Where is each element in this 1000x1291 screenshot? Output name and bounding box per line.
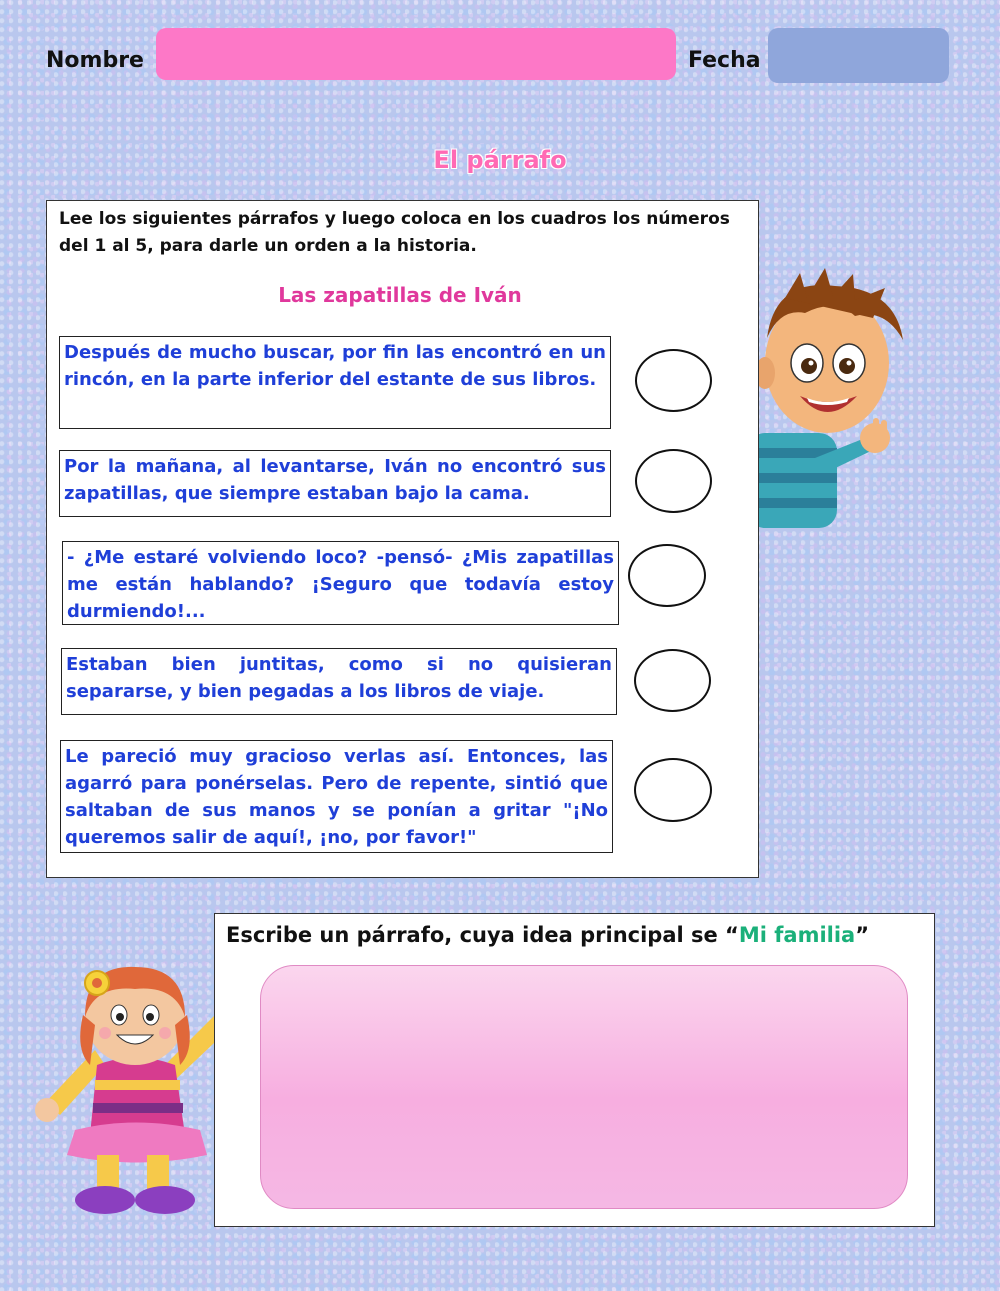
girl-illustration [35,955,235,1220]
instruction-line-1: Lee los siguientes párrafos y luego coloca en los cuadros los números [59,209,730,229]
story-paragraph-2: Por la mañana, al levantarse, Iván no encontró sus zapatillas, que siempre estaban bajo la cama. [59,450,611,517]
writing-text-area[interactable] [260,965,908,1209]
writing-prompt-suffix: ” [855,923,870,947]
story-title: Las zapatillas de Iván [278,283,522,307]
instruction-line-2: del 1 al 5, para darle un orden a la historia. [59,236,477,256]
writing-prompt-prefix: Escribe un párrafo, cuya idea principal se “ [226,923,739,947]
boy-illustration [745,268,920,528]
order-answer-oval-4[interactable] [634,649,711,712]
story-paragraph-4: Estaban bien juntitas, como si no quisieran separarse, y bien pegadas a los libros de viaje. [61,648,617,715]
order-answer-oval-1[interactable] [635,349,712,412]
page-title: El párrafo [433,146,567,174]
writing-prompt [226,923,926,947]
order-answer-oval-5[interactable] [634,758,712,822]
fecha-field[interactable] [768,28,949,83]
fecha-label: Fecha [688,48,761,73]
story-paragraph-3: - ¿Me estaré volviendo loco? -pensó- ¿Mis zapatillas me están hablando? ¡Seguro que todavía estoy durmiendo!... [62,541,619,625]
story-paragraph-5: Le pareció muy gracioso verlas así. Entonces, las agarró para ponérselas. Pero de repente, sintió que saltaban de sus manos y se ponían a gritar "¡No queremos salir de aquí!, ¡no, por favor!" [60,740,613,853]
story-paragraph-1: Después de mucho buscar, por fin las encontró en un rincón, en la parte inferior del estante de sus libros. [59,336,611,429]
nombre-label: Nombre [46,48,144,73]
boy-figure [747,268,903,528]
order-answer-oval-3[interactable] [628,544,706,607]
nombre-field[interactable] [156,28,676,80]
order-answer-oval-2[interactable] [635,449,712,513]
girl-figure [35,967,235,1214]
writing-prompt-accent: Mi familia [738,923,856,947]
